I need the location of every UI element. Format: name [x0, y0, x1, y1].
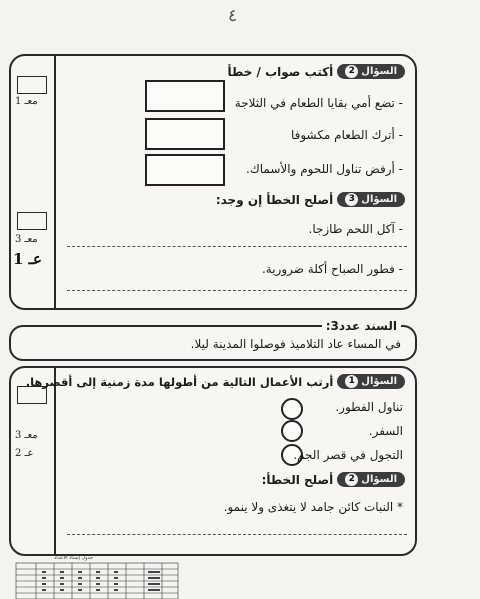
statement-1: - تضع أمي بقايا الطعام في الثلاجة [234, 96, 403, 110]
order-circle-2[interactable] [281, 420, 303, 442]
table-grid [14, 555, 180, 599]
order-circle-1[interactable] [281, 398, 303, 420]
page-number: ٤ [228, 6, 238, 26]
score-label-1: معـ 1 [15, 96, 38, 107]
question-1-header [26, 374, 405, 389]
answer-line[interactable] [67, 246, 407, 247]
question-2b-header [262, 472, 405, 487]
question-badge: السؤال 2 [337, 472, 405, 487]
fix-item-2: - فطور الصباح أكلة ضرورية. [261, 262, 403, 276]
question-2b-instruction: أصلح الخطأ: [261, 472, 334, 487]
section-1-box [9, 54, 417, 310]
question-2-instruction: أكتب صواب / خطأ [227, 64, 334, 79]
answer-box-1[interactable] [145, 80, 225, 112]
answer-box-3[interactable] [145, 154, 225, 186]
table-title: جدول إسناد الأعداد [54, 555, 94, 561]
question-3-instruction: أصلح الخطأ إن وجد: [215, 192, 334, 207]
order-item-2: السفر. [368, 424, 403, 438]
answer-line[interactable] [67, 534, 407, 535]
score-margin [11, 368, 56, 554]
score-box [17, 76, 47, 94]
answer-line[interactable] [67, 290, 407, 291]
order-item-1: تناول الفطور. [335, 400, 403, 414]
statement-3: - أرفض تناول اللحوم والأسماك. [246, 162, 403, 176]
fix-item-plant: * النبات كائن جامد لا يتغذى ولا ينمو. [223, 500, 403, 514]
question-badge: السؤال 3 [337, 192, 405, 207]
score-label-2: معـ 3 [15, 234, 38, 245]
order-item-3: التجول في قصر الجم. [293, 448, 403, 462]
question-badge: السؤال 2 [337, 64, 405, 79]
score-margin [11, 56, 56, 308]
text-banner [9, 319, 417, 361]
score-label-big: عـ 1 [13, 250, 43, 268]
question-badge: السؤال 1 [337, 374, 405, 389]
banner-text: في المساء عاد التلاميذ فوصلوا المدينة ليلا. [190, 337, 401, 351]
grading-table [14, 555, 180, 599]
question-3-header [216, 192, 405, 207]
banner-title: السند عدد3: [322, 319, 401, 333]
question-1-instruction: أرتب الأعمال التالية من أطولها مدة زمنية إلى أقصرها. [25, 374, 334, 389]
section-2-box [9, 366, 417, 556]
statement-2: - أترك الطعام مكشوفا [290, 128, 403, 142]
score-box [17, 212, 47, 230]
answer-box-2[interactable] [145, 118, 225, 150]
question-2-header [228, 64, 405, 79]
score-label-3: معـ 3 [15, 430, 38, 441]
score-label-4: عـ 2 [15, 448, 34, 459]
fix-item-1: - آكل اللحم طازجا. [308, 222, 403, 236]
